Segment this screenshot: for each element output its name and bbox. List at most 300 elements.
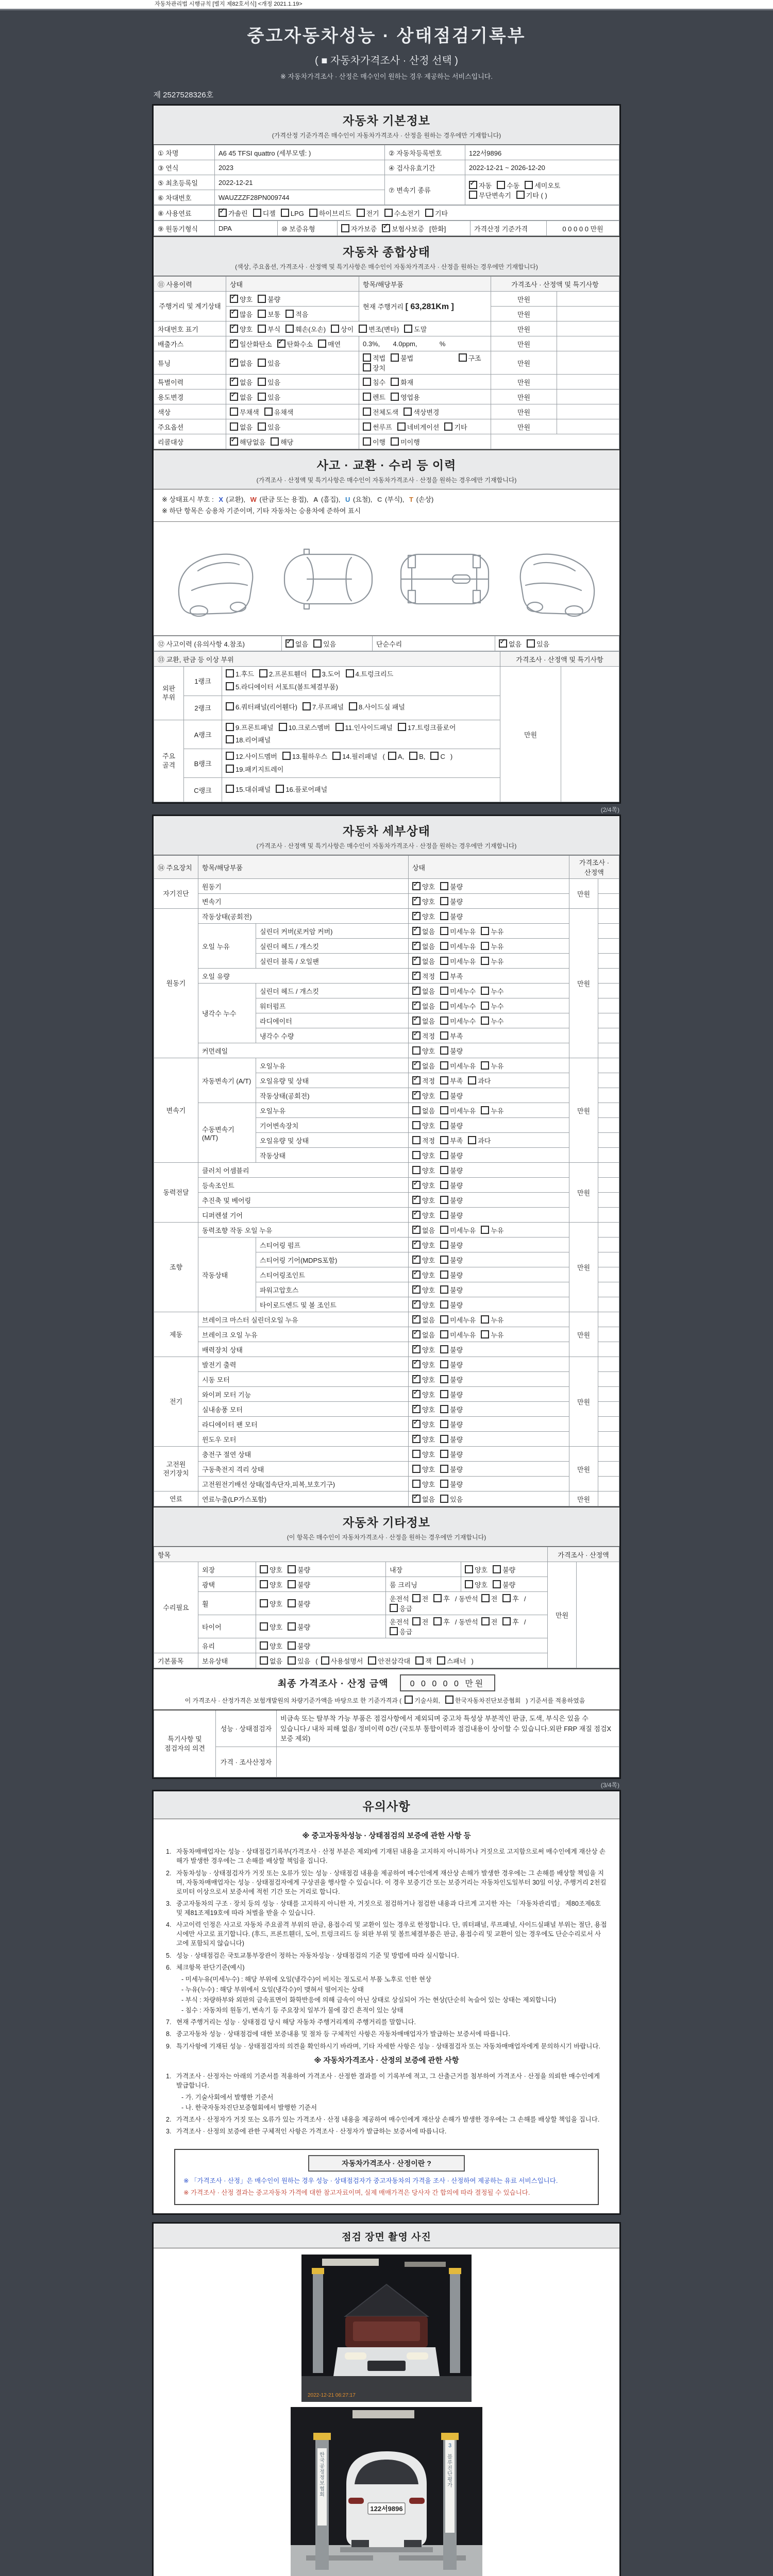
notice-item-text: 사고이력 인정은 사고로 자동차 주요골격 부위의 판금, 용접수리 및 교환이 있는 경우로 한정합니다. 단, 쿼터패널, 루프패널, 사이드실패널 부위는 절단, 용접 시에만 사고로 표기합니다. (후드, 프론트휀더, 도어, 트렁크리드 등 외판 부위 및 볼트체결부품은 판금, 용접수리 및 교환이 있는 경우에도 단순수리로서 사고에 포함되지 않습니다) <box>176 1921 607 1947</box>
field-label: ① 차명 <box>154 145 215 160</box>
checkbox-option <box>493 1565 515 1574</box>
option-label: 적정 <box>422 972 435 980</box>
checkbox-option <box>412 1121 435 1130</box>
accident-history-row <box>154 636 619 651</box>
detail-row <box>154 924 619 939</box>
state-options <box>409 924 569 939</box>
transmission-options <box>465 175 619 205</box>
row-label: 내장 <box>386 1562 461 1577</box>
notice-heading: ※ 중고자동차성능 · 상태점검의 보증에 관한 사항 등 <box>302 1832 471 1841</box>
checked-checkbox-icon <box>412 1315 421 1324</box>
checked-checkbox-icon <box>412 882 421 890</box>
notice-item <box>166 1963 607 1972</box>
note-cell <box>598 939 619 954</box>
checkbox-option <box>440 1046 463 1056</box>
option-label: 없음 <box>422 1316 435 1324</box>
document-title: 중고자동차성능 · 상태점검기록부 <box>247 26 526 46</box>
field-label: ⑥ 차대번호 <box>154 190 215 205</box>
checkbox-icon <box>253 209 261 217</box>
checkbox-option <box>412 1255 435 1265</box>
document-subtitle-note: ※ 자동차가격조사 · 산정은 매수인이 원하는 경우 제공하는 서비스입니다. <box>280 73 493 80</box>
table-row <box>154 389 619 404</box>
checkbox-icon <box>412 1480 421 1488</box>
option-label: 양호 <box>422 1435 435 1444</box>
checkbox-option <box>430 751 445 764</box>
option-label: 한국자동차진단보증협회 <box>455 1697 521 1705</box>
checkbox-icon <box>440 972 448 980</box>
table-row <box>154 336 619 351</box>
checkbox-option <box>412 1404 435 1414</box>
notice-item-number: 1. <box>166 2072 172 2080</box>
checkbox-icon <box>469 191 477 199</box>
checkbox-option <box>390 1626 412 1636</box>
state-options <box>409 1193 569 1208</box>
note-cell <box>598 1417 619 1432</box>
checkbox-option <box>230 324 253 334</box>
option-label: 상이 <box>341 325 354 333</box>
checkbox-option <box>481 941 503 951</box>
option-label: 전체도색 <box>373 408 399 416</box>
option-label: 양호 <box>422 1376 435 1384</box>
option-label: 없음 <box>422 1017 435 1025</box>
checkbox-icon <box>440 1121 448 1129</box>
notice-item-number: 1. <box>166 1848 172 1856</box>
checkbox-option <box>415 1656 432 1666</box>
checkbox-icon <box>331 325 339 333</box>
checkbox-option <box>412 1136 435 1145</box>
state-options <box>409 1432 569 1447</box>
inline-text: / 동반석 <box>455 1618 478 1626</box>
row-label: 주요옵션 <box>154 419 226 434</box>
checkbox-option <box>412 1389 435 1399</box>
checkbox-option <box>440 1001 476 1011</box>
state-options <box>409 909 569 924</box>
notice-item-number: 2. <box>166 1869 172 1877</box>
note-cell <box>598 924 619 939</box>
state-options <box>409 954 569 969</box>
notice-heading: ※ 자동차가격조사 · 산정의 보증에 관한 사항 <box>314 2056 459 2065</box>
checkbox-option <box>318 339 341 349</box>
rank-items <box>222 720 500 749</box>
checked-checkbox-icon <box>412 1076 421 1084</box>
checkbox-option <box>253 208 276 218</box>
option-label: 불법 <box>400 354 414 362</box>
item-label: 오일 유량 <box>198 969 409 984</box>
checked-checkbox-icon <box>230 393 238 401</box>
checkbox-option <box>440 956 476 966</box>
checkbox-option <box>433 1617 450 1626</box>
checkbox-icon <box>440 1270 448 1279</box>
option-label: 세미오토 <box>534 181 561 190</box>
comprehensive-note: (색상, 주요옵션, 가격조사 · 산정액 및 특기사항은 매수인이 자동차가격조사 · 산정을 원하는 경우에만 기재합니다) <box>235 263 538 270</box>
notice-item <box>166 2072 607 2090</box>
page-marker-3: (3/4쪽) <box>600 1782 619 1789</box>
checkbox-icon <box>285 310 294 318</box>
state-options <box>409 894 569 909</box>
checkbox-option <box>481 1061 503 1071</box>
option-label: 불량 <box>297 1581 311 1589</box>
note-cell <box>598 1297 619 1312</box>
option-label: 후 <box>443 1618 450 1626</box>
note-cell <box>598 1387 619 1402</box>
option-label: 양호 <box>475 1566 488 1574</box>
checkbox-icon <box>516 191 525 199</box>
option-label: 5.라디에이터 서포트(볼트체결부품) <box>236 683 338 691</box>
option-label: 양호 <box>422 883 435 891</box>
checkbox-icon <box>440 1046 448 1055</box>
checkbox-icon <box>258 378 266 386</box>
etc-title: 자동차 기타정보 <box>343 1516 430 1530</box>
state-options <box>409 1267 569 1282</box>
accident-history-label: ⑫ 사고이력 (유의사항 4.참조) <box>154 636 282 651</box>
checked-checkbox-icon <box>412 1330 421 1338</box>
document-subtitle: ( ■ 자동차가격조사 · 산정 선택 ) <box>315 55 458 66</box>
checkbox-icon <box>303 702 311 710</box>
checkbox-option <box>481 986 503 996</box>
state-options <box>359 404 491 419</box>
tuning-options <box>359 351 491 375</box>
checkbox-option <box>258 294 280 304</box>
option-label: 양호 <box>422 1256 435 1264</box>
option-label: 많음 <box>240 310 253 318</box>
car-name-value: A6 45 TFSI quattro (세부모델: ) <box>215 145 385 160</box>
device-group-label: 원동기 <box>154 909 198 1058</box>
row-label: 광택 <box>198 1577 256 1592</box>
checkbox-icon <box>349 702 357 710</box>
item-label: 배력장치 상태 <box>198 1342 409 1357</box>
option-label: 렌트 <box>373 393 386 401</box>
checkbox-option <box>288 1565 310 1574</box>
rank-row <box>154 667 619 696</box>
state-options <box>226 434 359 449</box>
notice-item-number: 9. <box>166 2042 172 2050</box>
checkbox-option <box>260 1565 282 1574</box>
checkbox-icon <box>281 209 289 217</box>
checkbox-option <box>281 209 304 217</box>
checkbox-icon <box>321 1656 329 1665</box>
checkbox-option <box>359 324 399 334</box>
checkbox-option <box>288 1580 310 1589</box>
column-header: 가격조사 · 산정액 및 특기사항 <box>491 277 619 292</box>
option-label: 불량 <box>450 1256 463 1264</box>
vin-value: WAUZZZF28PN009744 <box>215 190 385 205</box>
note-cell <box>598 1118 619 1133</box>
legend-code: C <box>377 496 382 503</box>
checkbox-option <box>258 309 280 319</box>
notice-item-number: 5. <box>166 1952 172 1959</box>
item-label: 디퍼렌셜 기어 <box>198 1208 409 1223</box>
checkbox-option <box>226 668 254 681</box>
state-options <box>409 1073 569 1088</box>
option-label: 자가보증 <box>351 225 377 233</box>
checkbox-option <box>440 1270 463 1280</box>
option-label: 불량 <box>297 1566 311 1574</box>
option-label: 색상변경 <box>413 408 440 416</box>
table-row <box>154 160 619 175</box>
accident-options <box>282 636 373 651</box>
column-header: ⑬ 교환, 판금 등 이상 부위 <box>154 652 500 667</box>
checkbox-icon <box>363 437 371 446</box>
inline-text: / <box>524 1618 526 1626</box>
checkbox-icon <box>359 325 367 333</box>
note-cell <box>557 336 619 351</box>
state-options <box>256 1592 386 1615</box>
option-label: 불량 <box>502 1566 516 1574</box>
checkbox-option <box>276 784 327 796</box>
state-options <box>409 1223 569 1238</box>
checkbox-option <box>516 190 547 200</box>
car-diagram-underbody <box>391 530 499 628</box>
checkbox-option <box>481 1001 503 1011</box>
detail-row <box>154 1447 619 1462</box>
photo-timestamp: 2022-12-21 06:27:17 <box>308 2392 356 2398</box>
option-label: 양호 <box>422 1286 435 1294</box>
checkbox-icon <box>433 1594 442 1602</box>
checked-checkbox-icon <box>499 639 507 648</box>
option-label: 있음 <box>297 1657 311 1665</box>
option-label: 없음 <box>422 957 435 965</box>
checkbox-icon <box>412 1617 421 1625</box>
option-label: 불량 <box>450 1376 463 1384</box>
checkbox-option <box>226 681 338 694</box>
option-label: 없음 <box>240 378 253 386</box>
price-cell: 만원 <box>491 321 557 336</box>
checkbox-option <box>412 1180 435 1190</box>
checked-checkbox-icon <box>412 1002 421 1010</box>
option-label: 탄화수소 <box>287 340 313 348</box>
option-label: 누수 <box>491 987 504 995</box>
notice-bullet: - 누유(누수) : 해당 부위에서 오일(냉각수)이 맺혀서 떨어지는 상태 <box>181 1986 364 1993</box>
engine-code-value: DPA <box>215 221 278 236</box>
option-label: 불량 <box>450 1391 463 1399</box>
checked-checkbox-icon <box>412 912 421 920</box>
option-label: 없음 <box>270 1657 283 1665</box>
option-label: 없음 <box>295 640 309 648</box>
option-label: 양호 <box>422 1092 435 1100</box>
checkbox-icon <box>440 1211 448 1219</box>
checkbox-option <box>226 722 274 735</box>
checkbox-icon <box>440 897 448 905</box>
checkbox-icon <box>390 1627 398 1635</box>
state-options <box>409 1417 569 1432</box>
notice-item-number: 7. <box>166 2019 172 2026</box>
inline-text: 운전석 <box>390 1618 409 1626</box>
checkbox-option <box>440 1121 463 1130</box>
note-cell <box>491 434 619 449</box>
checkbox-option <box>481 1315 503 1325</box>
checkbox-icon <box>481 927 489 935</box>
column-header: 상태 <box>409 856 569 879</box>
field-label: ⑦ 변속기 종류 <box>385 175 465 205</box>
checkbox-icon <box>465 1580 473 1588</box>
option-label: 양호 <box>422 1122 435 1130</box>
post-number: 3 <box>448 2442 452 2449</box>
checkbox-option <box>391 377 413 387</box>
checkbox-option <box>493 1580 515 1589</box>
checkbox-option <box>440 1195 463 1205</box>
state-options <box>256 1615 386 1638</box>
checkbox-icon <box>481 1315 489 1324</box>
option-label: 있음 <box>267 393 281 401</box>
notice-item <box>166 2029 607 2039</box>
checkbox-icon <box>430 752 439 760</box>
checkbox-option <box>271 437 293 447</box>
basic-items-label: 기본품목 <box>154 1653 198 1668</box>
checkbox-icon <box>440 1330 448 1338</box>
notice-item-number: 3. <box>166 2128 172 2136</box>
notice-item-text: 자동차매매업자는 성능 · 상태점검기록부(가격조사 · 산정 부분은 제외)에 기재된 내용을 고지하지 아니하거나 거짓으로 고지함으로써 매수인에게 재산상 손해가 발생한 경우에는 그 손해를 배상할 책임을 집니다. <box>176 1848 606 1865</box>
checkbox-option <box>440 1375 463 1384</box>
column-header: 가격조사 · 산정액 <box>548 1547 619 1562</box>
option-label: 양호 <box>422 1047 435 1055</box>
checkbox-icon <box>288 1580 296 1588</box>
checked-checkbox-icon <box>230 310 238 318</box>
checkbox-option <box>412 956 435 966</box>
option-label: 없음 <box>509 640 522 648</box>
checkbox-icon <box>388 752 396 760</box>
checkbox-icon <box>444 422 452 431</box>
checkbox-option <box>527 639 549 649</box>
checkbox-option <box>440 1031 463 1041</box>
checked-checkbox-icon <box>412 987 421 995</box>
table-row <box>154 292 619 307</box>
panel-group-label: 외판 부위 <box>154 667 184 720</box>
state-options <box>409 1297 569 1312</box>
rank-items <box>222 778 500 802</box>
price-cell: 만원 <box>491 389 557 404</box>
engine-type-table <box>154 221 619 236</box>
checkbox-icon <box>445 1696 453 1704</box>
item-label: 와이퍼 모터 기능 <box>198 1387 409 1402</box>
checkbox-icon <box>313 639 322 648</box>
repair-group-label: 수리필요 <box>154 1562 198 1653</box>
option-label: 양호 <box>270 1566 283 1574</box>
item-label: 오일누유 <box>256 1058 409 1073</box>
option-label: 양호 <box>475 1581 488 1589</box>
option-label: 누유 <box>491 1316 504 1324</box>
option-label: 후 <box>512 1618 519 1626</box>
checkbox-icon <box>525 181 533 189</box>
detail-table <box>154 855 619 1506</box>
note-cell <box>598 1223 619 1238</box>
detail-row <box>154 1058 619 1073</box>
sub-group-label: 자동변속기 (A/T) <box>198 1058 256 1103</box>
checkbox-option <box>481 1016 503 1026</box>
legend-desc: (부식), <box>383 496 407 503</box>
checkbox-icon <box>260 1622 268 1631</box>
rank-items <box>222 696 500 720</box>
registration-number-value: 122서9896 <box>465 145 619 160</box>
option-label: 양호 <box>422 1181 435 1190</box>
field-label: ⑨ 원동기형식 <box>154 221 215 236</box>
checkbox-icon <box>440 1181 448 1189</box>
checkbox-option <box>288 1641 310 1651</box>
checkbox-icon <box>459 353 467 362</box>
option-label: 해당 <box>280 438 294 446</box>
checkbox-option <box>440 971 463 981</box>
checkbox-option <box>412 911 435 921</box>
basic-info-title: 자동차 기본정보 <box>343 114 430 127</box>
checkbox-icon <box>481 957 489 965</box>
notice-item-text: 성능 · 상태점검은 국토교통부장관이 정하는 자동차성능 · 상태점검의 기준 및 방법에 따라 실시합니다. <box>176 1952 459 1959</box>
note-cell <box>598 1103 619 1118</box>
row-label: 특별이력 <box>154 375 226 389</box>
checkbox-option <box>226 701 297 714</box>
checkbox-option <box>412 986 435 996</box>
checkbox-option <box>258 422 280 432</box>
checkbox-option <box>440 1419 463 1429</box>
checkbox-option <box>412 882 435 891</box>
note-cell <box>598 1327 619 1342</box>
legend-code: X <box>219 496 223 503</box>
option-label: 미세누유 <box>450 1062 476 1070</box>
row-label: 차대번호 표기 <box>154 321 226 336</box>
option-label: 양호 <box>422 1450 435 1459</box>
note-cell <box>598 1252 619 1267</box>
etc-header <box>154 1506 619 1547</box>
checkbox-icon <box>412 1594 421 1602</box>
accident-title: 사고 · 교환 · 수리 등 이력 <box>316 459 457 472</box>
detail-row <box>154 1387 619 1402</box>
checkbox-icon <box>384 209 393 217</box>
inline-text: 이 가격조사 · 산정가격은 보험개발원의 차량기준가액을 바탕으로 한 기준가격과 ( <box>184 1697 402 1705</box>
price-cell: 만원 <box>491 419 557 434</box>
checkbox-option <box>444 422 467 432</box>
checkbox-option <box>440 1016 476 1026</box>
detail-header <box>154 816 619 855</box>
checkbox-option <box>409 751 425 764</box>
checkbox-icon <box>271 437 279 446</box>
option-label: 적정 <box>422 1032 435 1040</box>
option-label: 4.트렁크리드 <box>355 670 394 679</box>
checkbox-option <box>258 392 280 402</box>
option-label: 자동 <box>479 181 492 190</box>
option-label: 누유 <box>491 1062 504 1070</box>
item-label: 연료누출(LP가스포함) <box>198 1492 409 1506</box>
state-options <box>409 1357 569 1372</box>
checkbox-option <box>412 1195 435 1205</box>
checkbox-option <box>440 1389 463 1399</box>
checkbox-icon <box>468 1076 476 1084</box>
option-label: 누유 <box>491 1226 504 1234</box>
option-label: 네비게이션 <box>407 423 440 431</box>
checkbox-icon <box>335 723 344 731</box>
sub-group-label: 수동변속기 (M/T) <box>198 1103 256 1163</box>
checkbox-option <box>440 1404 463 1414</box>
checkbox-icon <box>230 408 238 416</box>
fuel-table <box>154 205 619 221</box>
option-label: 불량 <box>450 897 463 906</box>
table-row <box>154 1562 619 1577</box>
option-label: 잭 <box>425 1657 432 1665</box>
checkbox-option <box>404 324 427 334</box>
checkbox-option <box>440 1449 463 1459</box>
item-label: 오일유량 및 상태 <box>256 1073 409 1088</box>
checkbox-option <box>258 358 280 368</box>
checkbox-option <box>440 1479 463 1489</box>
option-label: 불량 <box>450 1361 463 1369</box>
checkbox-icon <box>481 1226 489 1234</box>
checkbox-option <box>405 1696 440 1705</box>
checkbox-option <box>230 392 253 402</box>
option-label: 도말 <box>414 325 427 333</box>
price-cell: 만원 <box>491 307 557 321</box>
checkbox-icon <box>481 1002 489 1010</box>
option-label: 불량 <box>502 1581 516 1589</box>
checkbox-icon <box>363 363 371 371</box>
state-options <box>359 375 491 389</box>
option-label: 하이브리드 <box>318 209 351 217</box>
